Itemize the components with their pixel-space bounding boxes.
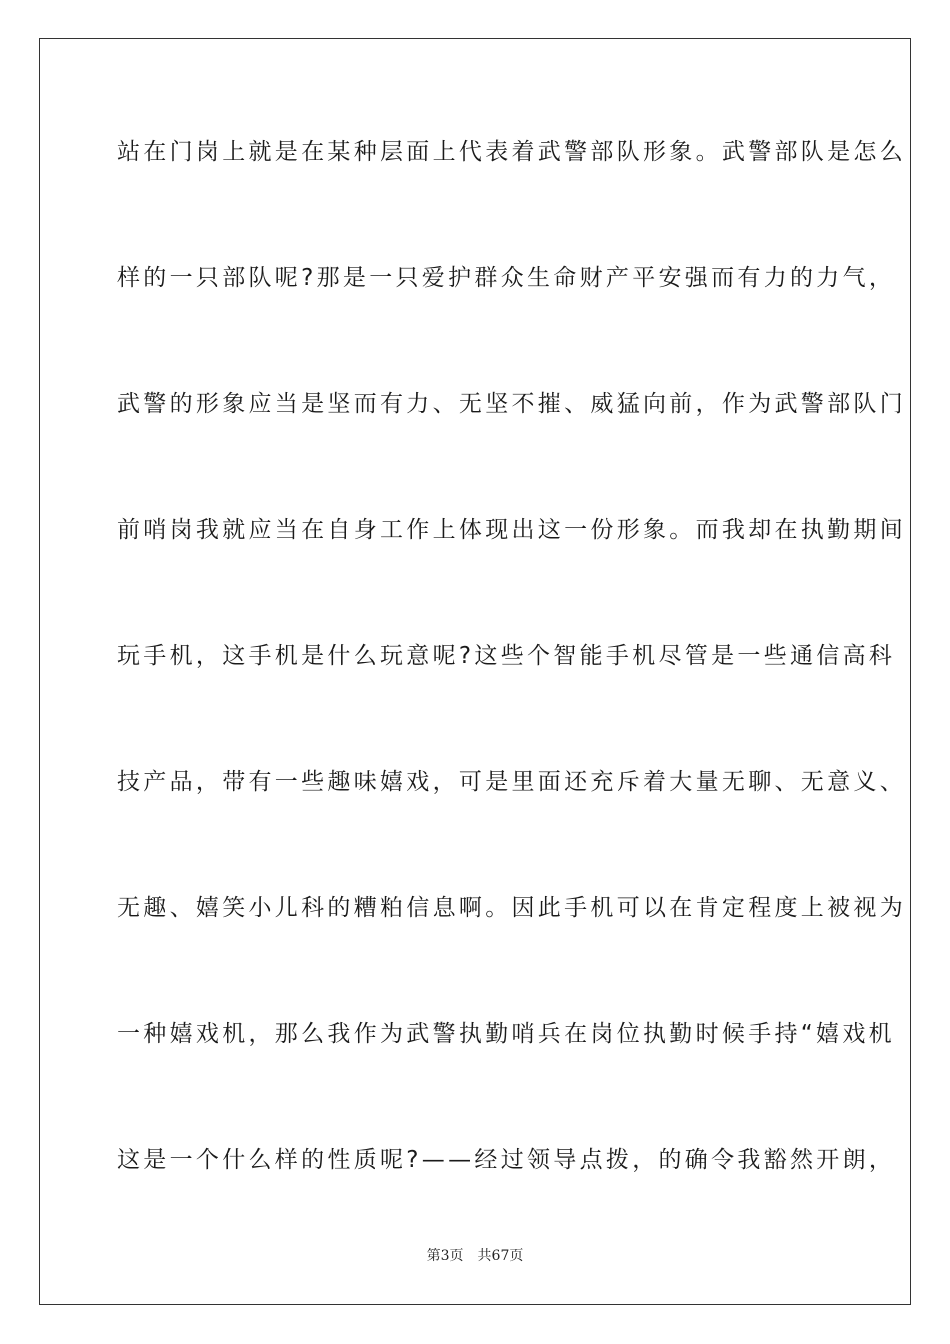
text-line-1: 站在门岗上就是在某种层面上代表着武警部队形象。武警部队是怎么: [117, 139, 906, 165]
page-footer: [0, 1245, 950, 1265]
text-line-3: 武警的形象应当是坚而有力、无坚不摧、威猛向前，作为武警部队门: [117, 391, 906, 417]
text-line-2: 样的一只部队呢?那是一只爱护群众生命财产平安强而有力的力气，: [117, 265, 896, 291]
page-total: 共67页: [477, 1248, 524, 1264]
text-line-5: 玩手机，这手机是什么玩意呢?这些个智能手机尽管是一些通信高科: [117, 643, 896, 669]
text-line-9: 这是一个什么样的性质呢?——经过领导点拨，的确令我豁然开朗，: [117, 1147, 896, 1173]
page-number: 第3页: [426, 1248, 464, 1264]
text-line-6: 技产品，带有一些趣味嬉戏，可是里面还充斥着大量无聊、无意义、: [117, 769, 906, 795]
text-line-4: 前哨岗我就应当在自身工作上体现出这一份形象。而我却在执勤期间: [117, 517, 906, 543]
document-body: [117, 126, 906, 1260]
text-line-8: 一种嬉戏机，那么我作为武警执勤哨兵在岗位执勤时候手持“嬉戏机: [117, 1021, 895, 1047]
text-line-7: 无趣、嬉笑小儿科的糟粕信息啊。因此手机可以在肯定程度上被视为: [117, 895, 906, 921]
